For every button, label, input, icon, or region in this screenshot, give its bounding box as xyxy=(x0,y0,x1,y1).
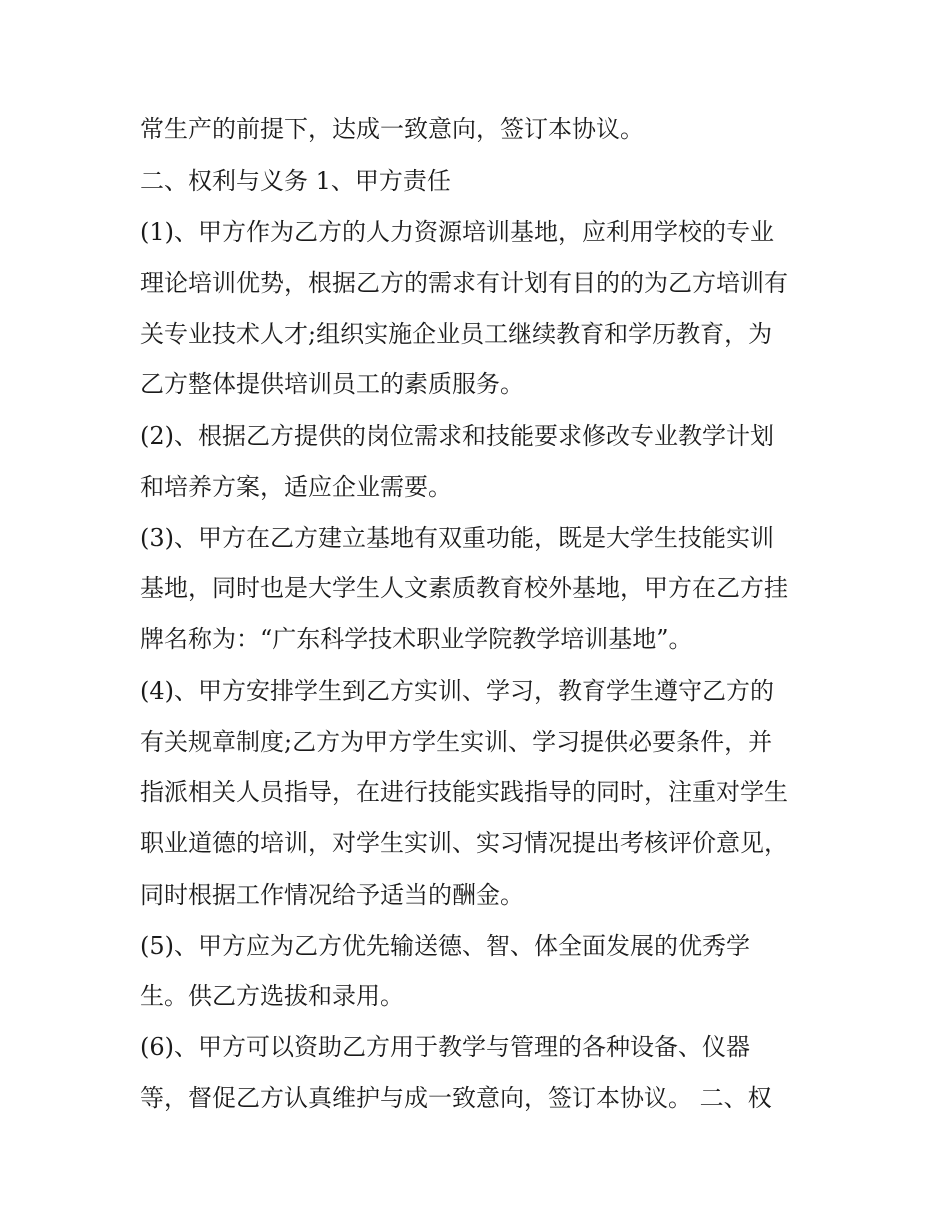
text-line: 牌名称为：“广东科学技术职业学院教学培训基地”。 xyxy=(140,625,693,653)
text-line: 和培养方案，适应企业需要。 xyxy=(140,473,452,501)
text-line: (6)、甲方可以资助乙方用于教学与管理的各种设备、仪器 xyxy=(140,1033,750,1061)
text-line: 关专业技术人才;组织实施企业员工继续教育和学历教育，为 xyxy=(140,320,773,348)
text-line: 有关规章制度;乙方为甲方学生实训、学习提供必要条件，并 xyxy=(140,728,773,756)
text-line: 基地，同时也是大学生人文素质教育校外基地，甲方在乙方挂 xyxy=(140,574,788,602)
text-line: 指派相关人员指导，在进行技能实践指导的同时，注重对学生 xyxy=(140,778,788,806)
text-line: 等，督促乙方认真维护与成一致意向，签订本协议。 二、权 xyxy=(140,1084,772,1112)
text-line: (5)、甲方应为乙方优先输送德、智、体全面发展的优秀学 xyxy=(140,932,750,960)
text-line: (4)、甲方安排学生到乙方实训、学习，教育学生遵守乙方的 xyxy=(140,677,774,705)
text-line: 生。供乙方选拔和录用。 xyxy=(140,982,404,1010)
text-line: 常生产的前提下，达成一致意向，签订本协议。 xyxy=(140,115,644,143)
text-line: 同时根据工作情况给予适当的酬金。 xyxy=(140,881,524,909)
text-line: 理论培训优势，根据乙方的需求有计划有目的的为乙方培训有 xyxy=(140,269,788,297)
text-line: 职业道德的培训，对学生实训、实习情况提出考核评价意见， xyxy=(140,829,788,857)
text-line: (3)、甲方在乙方建立基地有双重功能，既是大学生技能实训 xyxy=(140,524,774,552)
section-heading: 二、权利与义务 1、甲方责任 xyxy=(140,167,451,195)
text-line: (1)、甲方作为乙方的人力资源培训基地，应利用学校的专业 xyxy=(140,218,774,246)
text-line: 乙方整体提供培训员工的素质服务。 xyxy=(140,370,524,398)
text-line: (2)、根据乙方提供的岗位需求和技能要求修改专业教学计划 xyxy=(140,422,774,450)
